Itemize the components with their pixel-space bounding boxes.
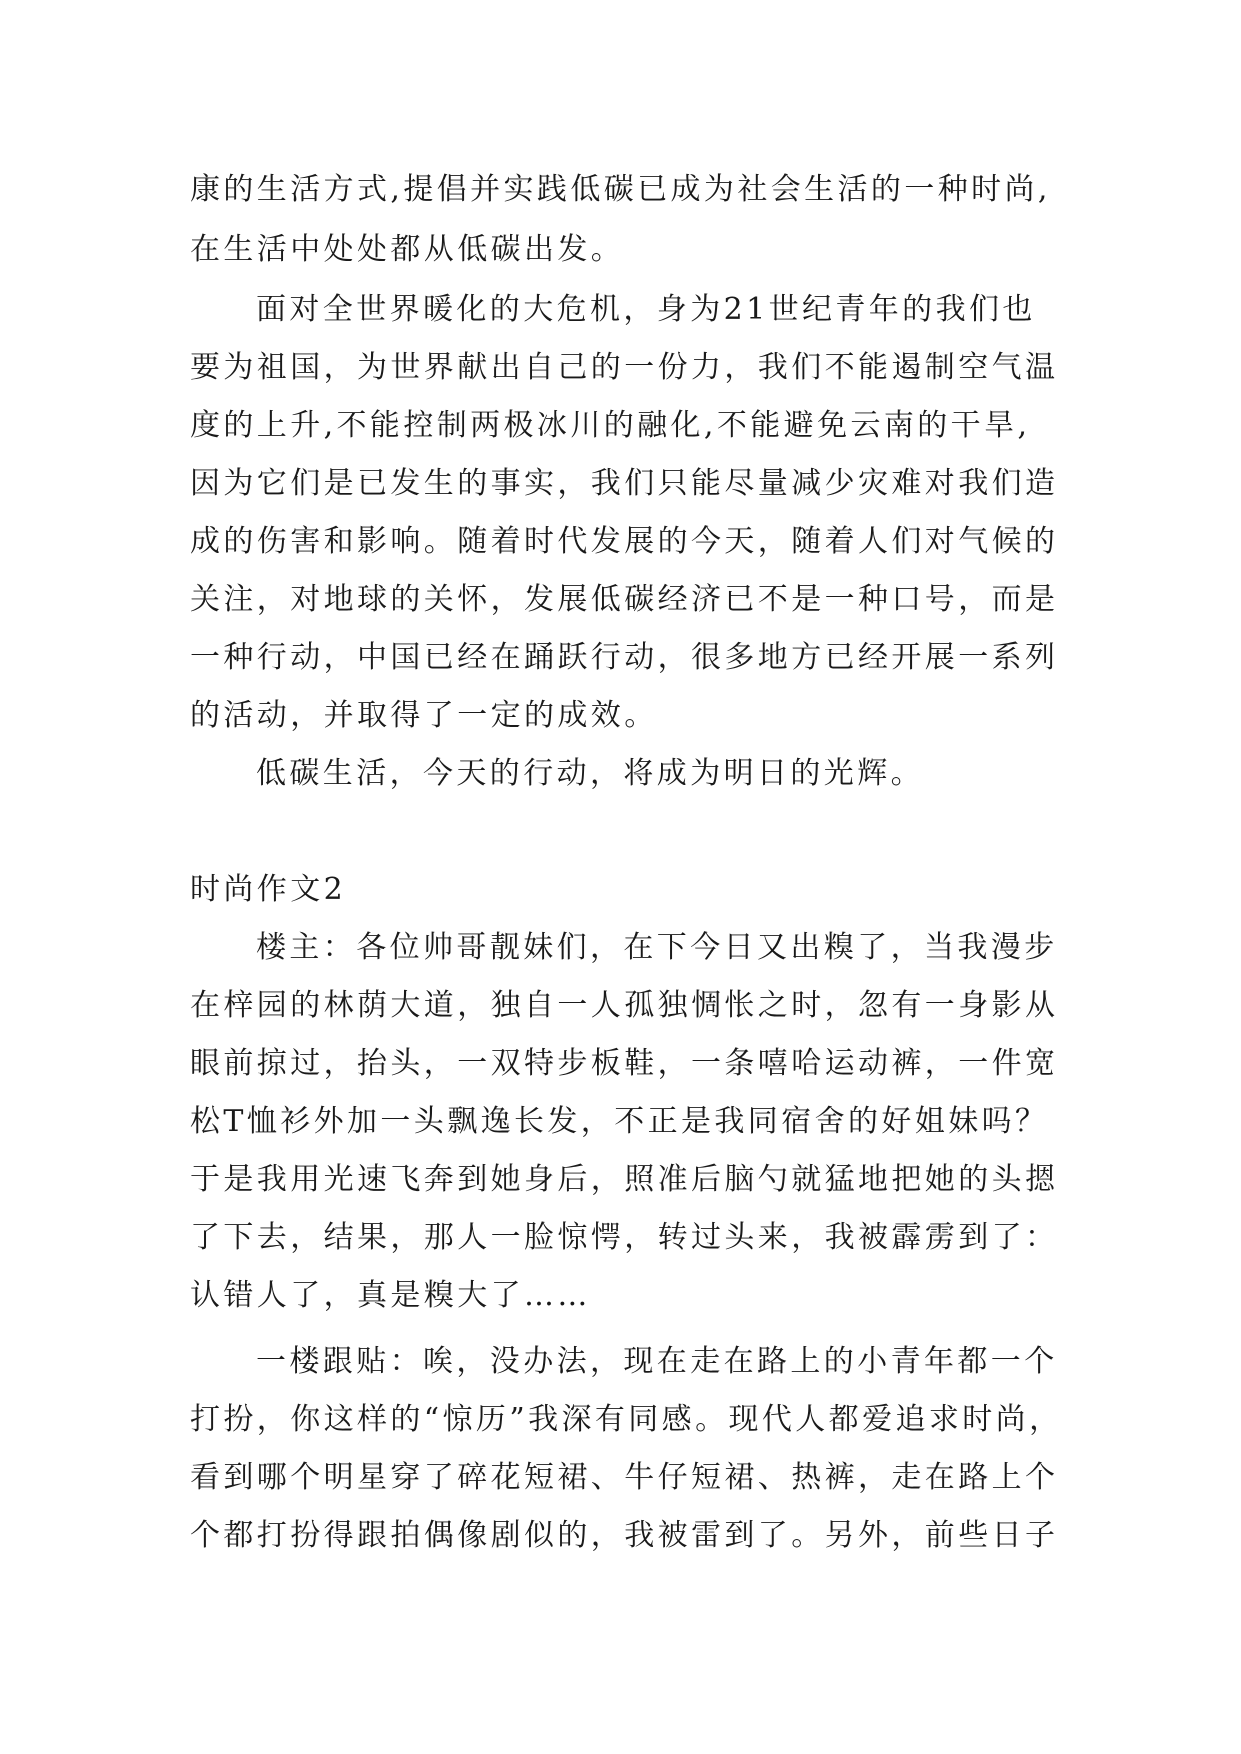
paragraph-line: 成的伤害和影响。随着时代发展的今天，随着人们对气候的: [190, 524, 1059, 559]
paragraph-line: 一种行动，中国已经在踊跃行动，很多地方已经开展一系列: [190, 640, 1059, 675]
paragraph-line: 在梓园的林荫大道，独自一人孤独惆怅之时，忽有一身影从: [190, 988, 1059, 1023]
paragraph-line: 因为它们是已发生的事实，我们只能尽量减少灾难对我们造: [190, 466, 1059, 501]
section-heading: 时尚作文2: [190, 872, 347, 907]
paragraph-line: 低碳生活，今天的行动，将成为明日的光辉。: [256, 756, 924, 791]
paragraph-line: 度的上升,不能控制两极冰川的融化,不能避免云南的干旱,: [190, 408, 1031, 443]
paragraph-line: 了下去，结果，那人一脸惊愕，转过头来，我被霹雳到了：: [190, 1220, 1059, 1255]
paragraph-line: 要为祖国，为世界献出自己的一份力，我们不能遏制空气温: [190, 350, 1059, 385]
paragraph-line: 看到哪个明星穿了碎花短裙、牛仔短裙、热裤，走在路上个: [190, 1460, 1059, 1495]
paragraph-line: 打扮，你这样的“惊历”我深有同感。现代人都爱追求时尚，: [190, 1402, 1063, 1437]
paragraph-line: 个都打扮得跟拍偶像剧似的，我被雷到了。另外，前些日子: [190, 1518, 1059, 1553]
paragraph-line: 一楼跟贴：唉，没办法，现在走在路上的小青年都一个: [256, 1344, 1058, 1379]
paragraph-line: 关注，对地球的关怀，发展低碳经济已不是一种口号，而是: [190, 582, 1059, 617]
paragraph-line: 于是我用光速飞奔到她身后，照准后脑勺就猛地把她的头摁: [190, 1162, 1059, 1197]
paragraph-line: 松T恤衫外加一头飘逸长发，不正是我同宿舍的好姐妹吗？: [190, 1104, 1049, 1139]
paragraph-line: 眼前掠过，抬头，一双特步板鞋，一条嘻哈运动裤，一件宽: [190, 1046, 1059, 1081]
paragraph-line: 的活动，并取得了一定的成效。: [190, 698, 658, 733]
paragraph-line: 在生活中处处都从低碳出发。: [190, 232, 625, 267]
paragraph-line: 康的生活方式,提倡并实践低碳已成为社会生活的一种时尚,: [190, 172, 1051, 207]
paragraph-line: 面对全世界暖化的大危机，身为21世纪青年的我们也: [256, 292, 1036, 327]
paragraph-line: 认错人了，真是糗大了……: [190, 1278, 591, 1313]
paragraph-line: 楼主：各位帅哥靓妹们，在下今日又出糗了，当我漫步: [256, 930, 1058, 965]
